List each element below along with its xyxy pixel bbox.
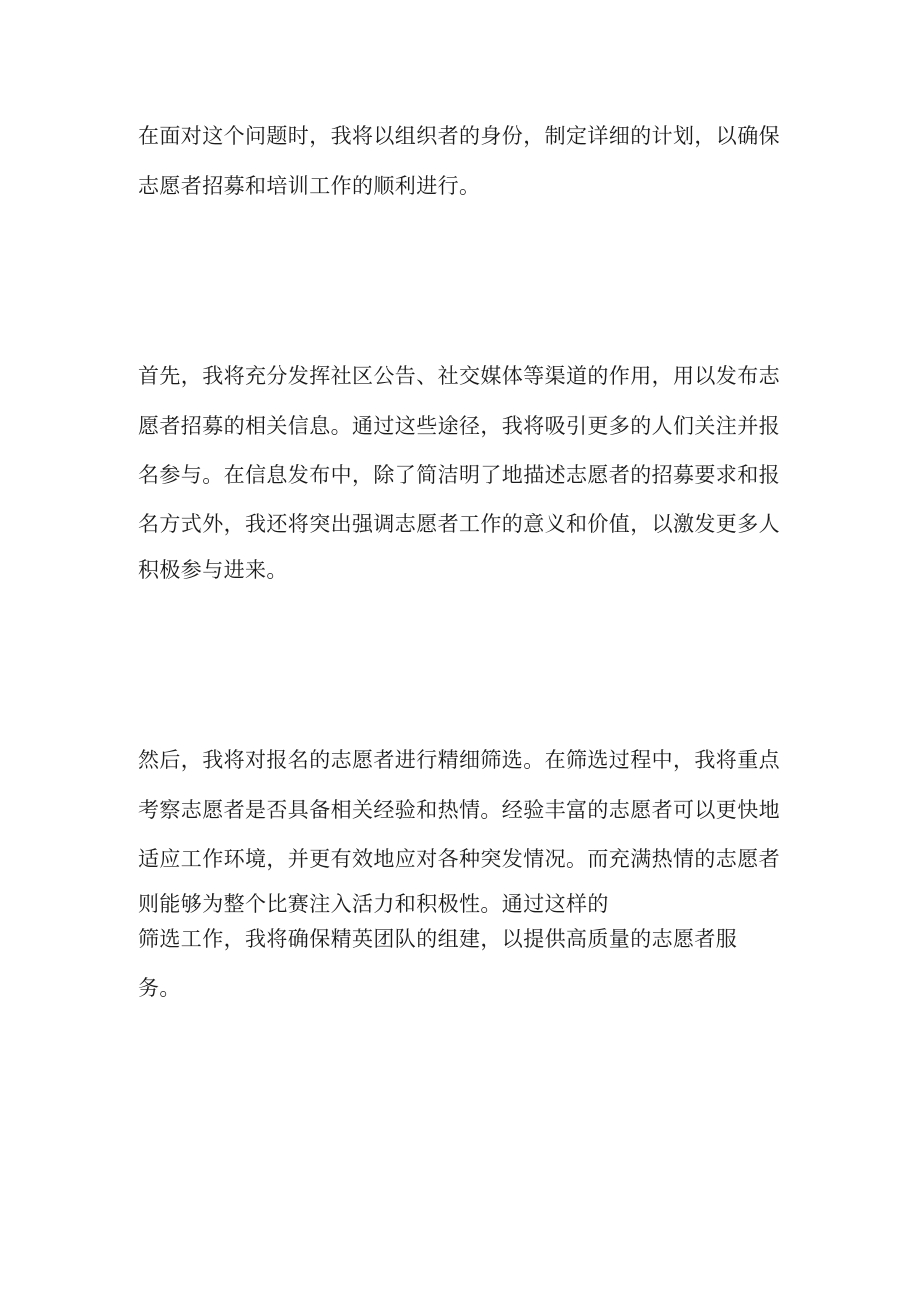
text-line: 在面对这个问题时，我将以组织者的身份，制定详细的计划，以确保 bbox=[138, 124, 780, 148]
text-line: 适应工作环境，并更有效地应对各种突发情况。而充满热情的志愿者 bbox=[138, 847, 780, 871]
text-line: 愿者招募的相关信息。通过这些途径，我将吸引更多的人们关注并报 bbox=[138, 414, 780, 438]
text-line: 名参与。在信息发布中，除了简洁明了地描述志愿者的招募要求和报 bbox=[138, 463, 780, 487]
text-line: 积极参与进来。 bbox=[138, 558, 288, 582]
text-line: 筛选工作，我将确保精英团队的组建，以提供高质量的志愿者服 bbox=[138, 927, 738, 951]
text-line: 务。 bbox=[138, 976, 181, 1000]
text-line: 名方式外，我还将突出强调志愿者工作的意义和价值，以激发更多人 bbox=[138, 512, 780, 536]
text-line: 志愿者招募和培训工作的顺利进行。 bbox=[138, 174, 481, 198]
text-line: 然后，我将对报名的志愿者进行精细筛选。在筛选过程中，我将重点 bbox=[138, 748, 780, 772]
text-line: 首先，我将充分发挥社区公告、社交媒体等渠道的作用，用以发布志 bbox=[138, 364, 780, 388]
text-line: 则能够为整个比赛注入活力和积极性。通过这样的 bbox=[138, 892, 609, 916]
text-line: 考察志愿者是否具备相关经验和热情。经验丰富的志愿者可以更快地 bbox=[138, 798, 780, 822]
